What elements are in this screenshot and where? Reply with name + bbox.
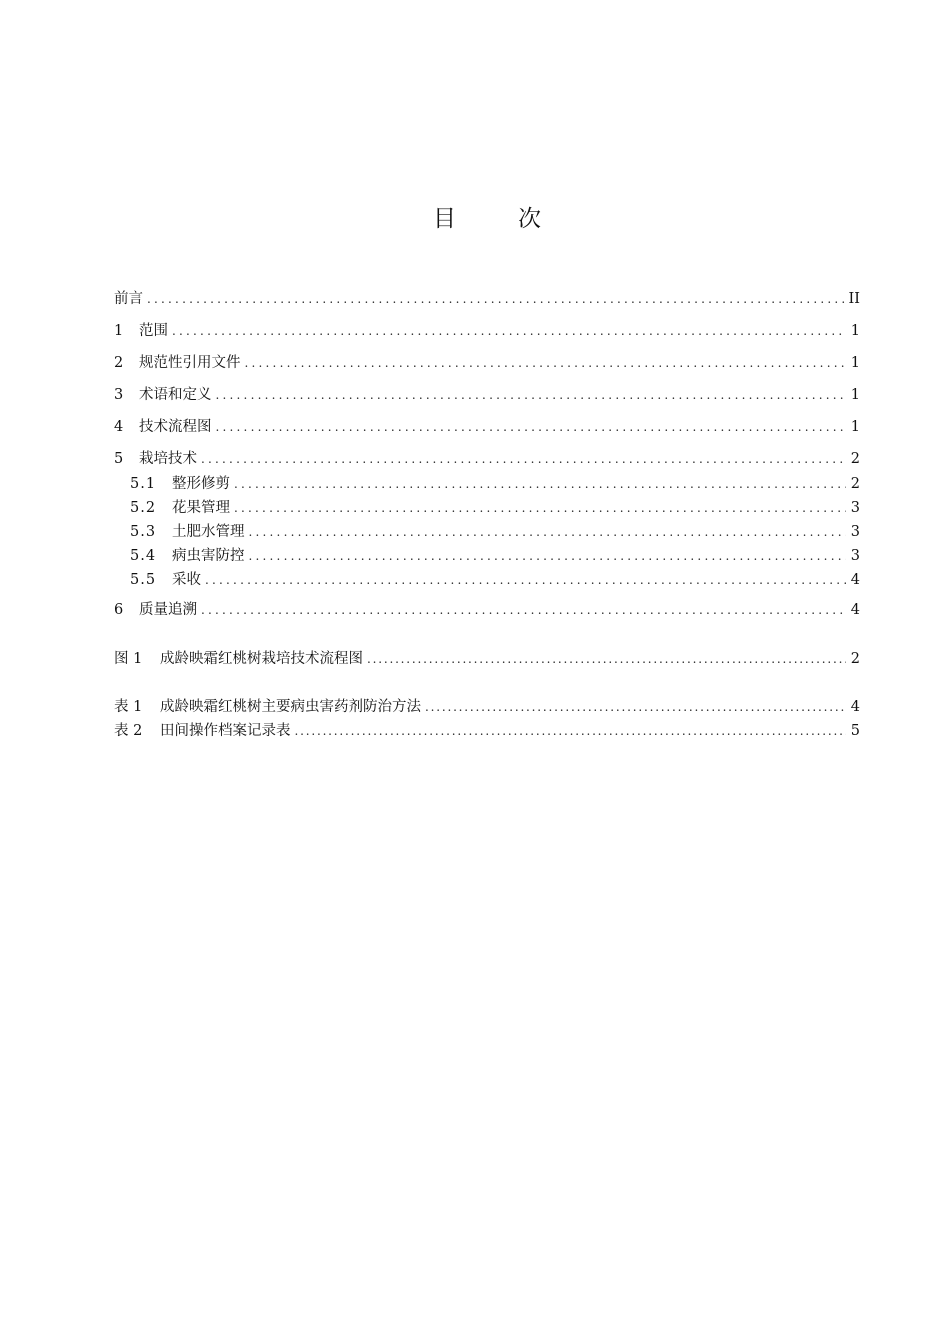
toc-entry-5-2[interactable] — [130, 498, 860, 518]
dot-leader — [216, 417, 847, 437]
toc-entry-2[interactable] — [114, 353, 860, 373]
toc-figure-label: 成龄映霜红桃树栽培技术流程图 — [160, 651, 363, 667]
toc-entry-label: 采收 — [172, 572, 201, 588]
dot-leader — [216, 385, 847, 405]
toc-figure-1[interactable] — [114, 649, 860, 669]
toc-entry-number: 2 — [114, 355, 124, 371]
title-char-1: 目 — [433, 206, 456, 232]
toc-entry-page: 1 — [850, 323, 860, 339]
dot-leader — [245, 353, 847, 373]
toc-entry-number: 5 — [114, 451, 124, 467]
title-char-2: 次 — [518, 206, 541, 232]
toc-entry-number: 5.5 — [130, 572, 157, 588]
toc-entry-number: 5.2 — [130, 500, 157, 516]
toc-entry-label: 质量追溯 — [139, 602, 197, 618]
dot-leader — [201, 600, 846, 620]
toc-entry-page: 1 — [850, 387, 860, 403]
toc-entry-foreword[interactable] — [114, 289, 860, 309]
dot-leader — [367, 649, 846, 669]
toc-entry-5[interactable] — [114, 449, 860, 469]
toc-entry-label: 土肥水管理 — [172, 524, 245, 540]
dot-leader — [249, 522, 847, 542]
toc-entry-page: 1 — [850, 419, 860, 435]
toc-table-1[interactable] — [114, 697, 860, 717]
toc-entry-5-3[interactable] — [130, 522, 860, 542]
toc-entry-page: 2 — [850, 476, 860, 492]
toc-table-number: 表 2 — [114, 723, 143, 739]
toc-entry-page: II — [848, 291, 860, 307]
toc-entry-number: 5.4 — [130, 548, 157, 564]
toc-entry-5-1[interactable] — [130, 474, 860, 494]
toc-entry-label: 整形修剪 — [172, 476, 230, 492]
toc-entry-page: 2 — [850, 451, 860, 467]
toc-table-page: 4 — [850, 699, 860, 715]
toc-entry-page: 4 — [850, 572, 860, 588]
toc-figure-page: 2 — [850, 651, 860, 667]
dot-leader — [172, 321, 846, 341]
toc-entry-label: 花果管理 — [172, 500, 230, 516]
toc-entry-6[interactable] — [114, 600, 860, 620]
dot-leader — [234, 474, 846, 494]
toc-entry-number: 6 — [114, 602, 124, 618]
toc-entry-label: 技术流程图 — [139, 419, 212, 435]
toc-entry-label: 病虫害防控 — [172, 548, 245, 564]
toc-entry-page: 1 — [850, 355, 860, 371]
toc-table-number: 表 1 — [114, 699, 143, 715]
page-title — [0, 200, 950, 233]
toc-entry-label: 术语和定义 — [139, 387, 212, 403]
toc-entry-page: 4 — [850, 602, 860, 618]
toc-entry-label: 前言 — [114, 291, 143, 307]
toc-entry-3[interactable] — [114, 385, 860, 405]
toc-entry-5-4[interactable] — [130, 546, 860, 566]
toc-figure-number: 图 1 — [114, 651, 143, 667]
dot-leader — [425, 697, 846, 717]
dot-leader — [295, 721, 847, 741]
dot-leader — [147, 289, 846, 309]
toc-table-2[interactable] — [114, 721, 860, 741]
dot-leader — [205, 570, 846, 590]
toc-entry-number: 5.3 — [130, 524, 157, 540]
toc-table-page: 5 — [850, 723, 860, 739]
toc-entry-page: 3 — [850, 524, 860, 540]
toc-entry-page: 3 — [850, 500, 860, 516]
toc-entry-label: 范围 — [139, 323, 168, 339]
dot-leader — [201, 449, 846, 469]
toc-entry-label: 栽培技术 — [139, 451, 197, 467]
toc-entry-number: 1 — [114, 323, 124, 339]
toc-entry-4[interactable] — [114, 417, 860, 437]
toc-entry-1[interactable] — [114, 321, 860, 341]
toc-entry-number: 3 — [114, 387, 124, 403]
toc-entry-5-5[interactable] — [130, 570, 860, 590]
dot-leader — [249, 546, 847, 566]
toc-entry-label: 规范性引用文件 — [139, 355, 241, 371]
dot-leader — [234, 498, 846, 518]
toc-entry-number: 4 — [114, 419, 124, 435]
toc-table-label: 田间操作档案记录表 — [160, 723, 291, 739]
toc-entry-number: 5.1 — [130, 476, 157, 492]
toc-table-label: 成龄映霜红桃树主要病虫害药剂防治方法 — [160, 699, 421, 715]
toc-entry-page: 3 — [850, 548, 860, 564]
